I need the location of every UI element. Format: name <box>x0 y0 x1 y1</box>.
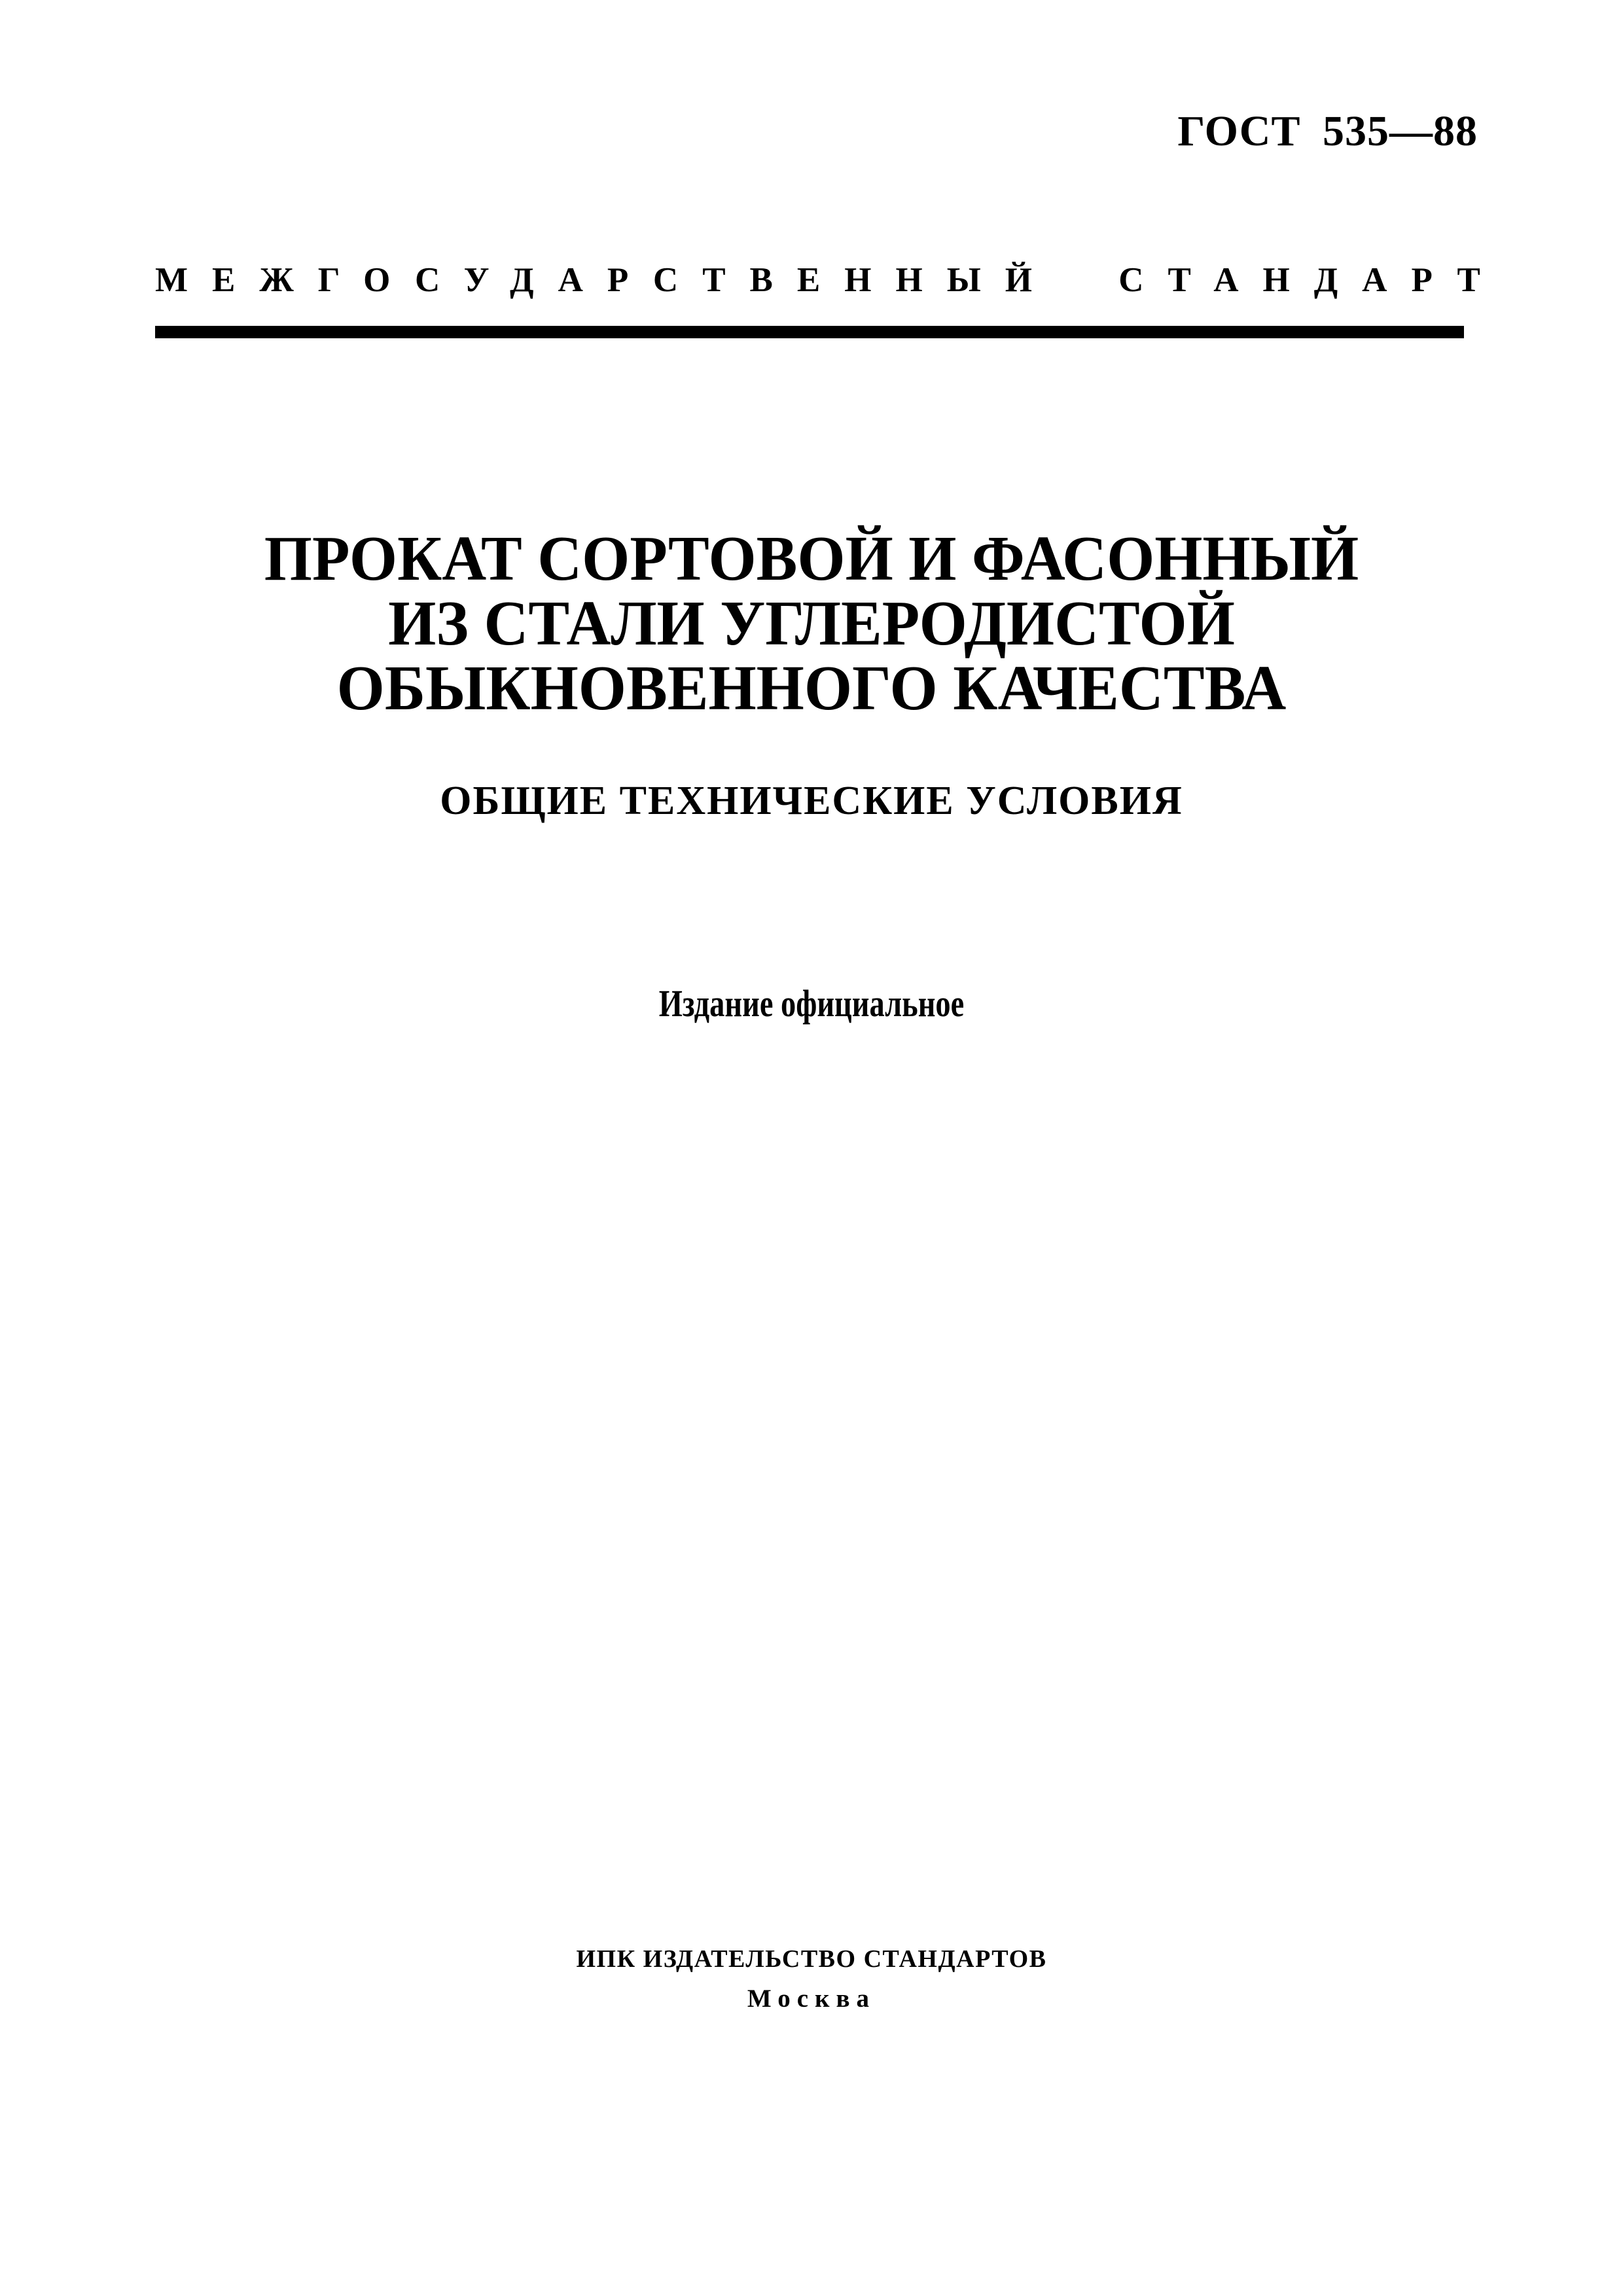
edition-note: Издание официальное <box>658 982 965 1025</box>
publisher-name: ИПК ИЗДАТЕЛЬСТВО СТАНДАРТОВ <box>576 1945 1047 1973</box>
publisher-city: Москва <box>747 1985 876 2013</box>
title-line: ПРОКАТ СОРТОВОЙ И ФАСОННЫЙ <box>264 523 1359 594</box>
title-line: ОБЫКНОВЕННОГО КАЧЕСТВА <box>336 653 1287 724</box>
standard-type-heading: МЕЖГОСУДАРСТВЕННЫЙ СТАНДАРТ <box>155 261 1505 299</box>
document-title <box>33 523 1591 724</box>
standard-number: ГОСТ 535—88 <box>1177 107 1478 155</box>
document-subtitle: ОБЩИЕ ТЕХНИЧЕСКИЕ УСЛОВИЯ <box>440 779 1183 823</box>
title-line: ИЗ СТАЛИ УГЛЕРОДИСТОЙ <box>388 588 1235 659</box>
title-rule <box>155 326 1464 338</box>
